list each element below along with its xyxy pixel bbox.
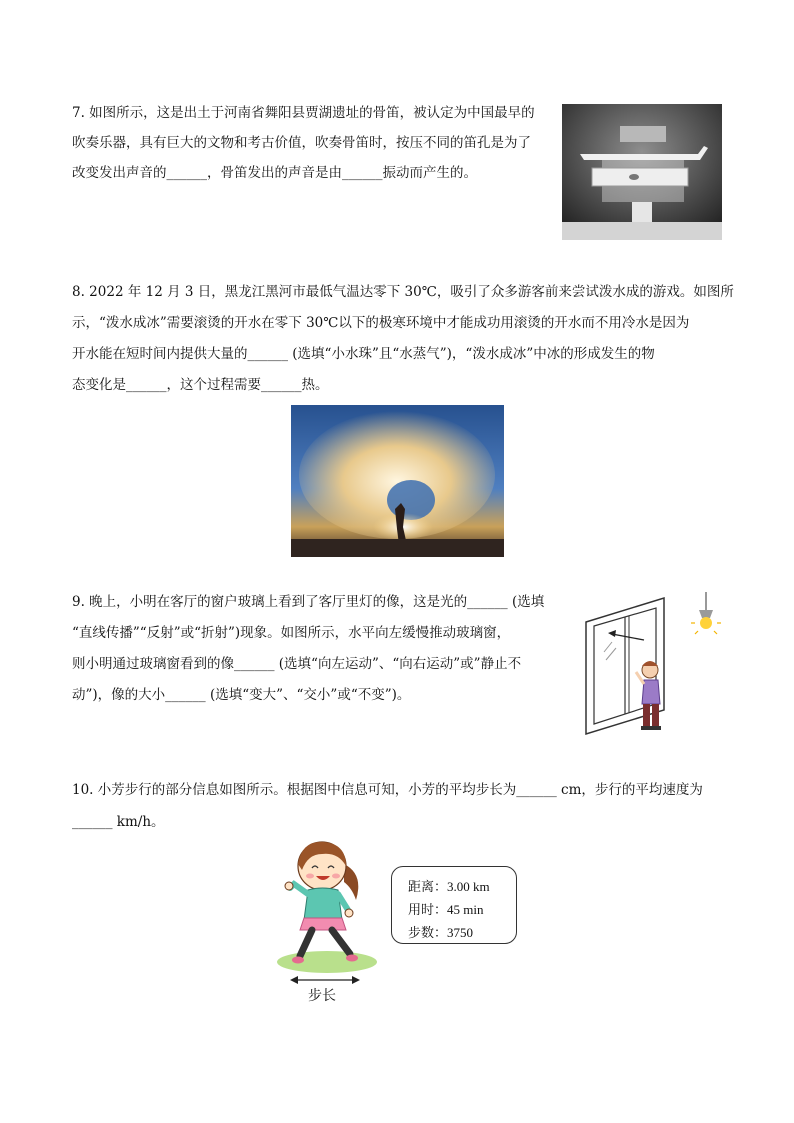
q9-line-4: 动”)，像的大小______ (选填“变大”、“交小”或“不变”)。 bbox=[72, 687, 411, 703]
q9-line-1: 9. 晚上，小明在客厅的窗户玻璃上看到了客厅里灯的像，这是光的______ (选填 bbox=[72, 594, 545, 610]
walk-info-box bbox=[391, 866, 517, 944]
q9-line-3: 则小明通过玻璃窗看到的像______ (选填“向左运动”、“向右运动”或”静止不 bbox=[72, 656, 522, 672]
q7-line-2: 吹奏乐器，具有巨大的文物和考古价值，吹奏骨笛时，按压不同的笛孔是为了 bbox=[72, 135, 531, 151]
window-boy-illustration bbox=[582, 592, 722, 736]
bone-flute-photo bbox=[562, 104, 722, 240]
duration-text: 用时：45 min bbox=[408, 902, 484, 917]
q10-line-2: ______ km/h。 bbox=[72, 814, 165, 830]
q8-line-1: 8. 2022 年 12 月 3 日，黑龙江黑河市最低气温达零下 30℃，吸引了众多游客前来尝试泼水成的游戏。如图所 bbox=[72, 284, 734, 300]
q10-line-1: 10. 小芳步行的部分信息如图所示。根据图中信息可知，小芳的平均步长为______ cm，步行的平均速度为 bbox=[72, 782, 703, 798]
q8-line-2: 示，“泼水成冰”需要滚烫的开水在零下 30℃以下的极寒环境中才能成功用滚烫的开水而不用冷水是因为 bbox=[72, 315, 690, 331]
q8-line-3: 开水能在短时间内提供大量的______ (选填“小水珠”且“水蒸气”)，“泼水成冰”中冰的形成发生的物 bbox=[72, 346, 655, 362]
water-to-ice-photo bbox=[291, 405, 504, 557]
q7-line-1: 7. 如图所示，这是出土于河南省舞阳县贾湖遗址的骨笛，被认定为中国最早的 bbox=[72, 105, 535, 121]
q8-line-4: 态变化是______，这个过程需要______热。 bbox=[72, 377, 329, 393]
step-length-label: 步长 bbox=[308, 988, 336, 1004]
q7-line-3: 改变发出声音的______，骨笛发出的声音是由______振动而产生的。 bbox=[72, 165, 477, 181]
step-count-text: 步数：3750 bbox=[408, 925, 474, 940]
walking-girl-illustration bbox=[272, 834, 384, 1004]
q9-line-2: “直线传播”“反射”或“折射”)现象。如图所示，水平向左缓慢推动玻璃窗， bbox=[72, 625, 511, 641]
distance-text: 距离：3.00 km bbox=[408, 879, 490, 894]
